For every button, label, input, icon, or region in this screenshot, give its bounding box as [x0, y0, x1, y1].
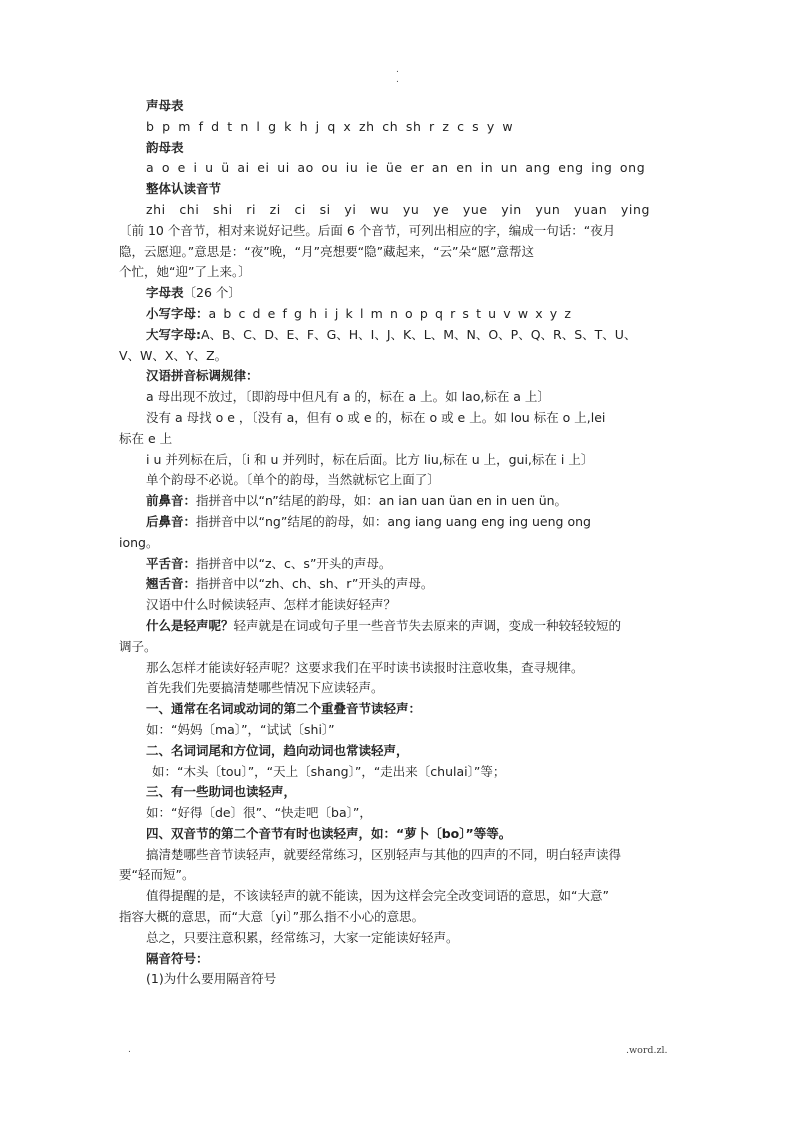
paragraph-line: 如：“妈妈〔ma〕”，“试试〔shi〕”: [146, 721, 335, 737]
paragraph-line: 隐，云愿迎。”意思是：“夜”晚，“月”亮想要“隐”藏起来，“云”朵“愿”意帮这: [119, 243, 534, 259]
heading-whole-syllables: 整体认读音节: [146, 181, 222, 197]
paragraph-line: 要“轻而短”。: [119, 867, 195, 883]
label-flat-tongue: 平舌音：: [146, 555, 197, 571]
neutral-tone-definition: 轻声就是在词或句子里一些音节失去原来的声调，变成一种较轻较短的: [233, 617, 622, 633]
label-uppercase: 大写字母:: [146, 326, 201, 342]
paragraph-line: 总之，只要注意积累，经常练习，大家一定能读好轻声。: [146, 929, 459, 945]
rule-heading-1: 一、通常在名词或动词的第二个重叠音节读轻声：: [146, 701, 422, 717]
label-front-nasal: 前鼻音：: [146, 493, 197, 509]
retroflex-line: [119, 574, 679, 595]
paragraph-line: 如：“好得〔de〕很”、“快走吧〔ba〕”，: [146, 805, 372, 821]
alphabet-heading-line: [119, 283, 679, 304]
paragraph-line: i u 并列标在后，〔i 和 u 并列时，标在后面。比方 liu,标在 u 上，gui,标在 i 上〕: [146, 451, 594, 467]
paragraph-line: (1)为什么要用隔音符号: [146, 971, 277, 987]
header-dot: .: [396, 75, 399, 85]
paragraph-line: 没有 a 母找 o e ，〔没有 a，但有 o 或 e 的，标在 o 或 e 上。如 lou 标在 o 上,lei: [146, 409, 606, 425]
lowercase-letters: a b c d e f g h i j k l m n o p q r s t u v w x y z: [208, 305, 572, 321]
heading-tone-rules: 汉语拼音标调规律：: [146, 368, 259, 384]
footer-left-mark: .: [128, 1045, 131, 1055]
flat-tongue-text: 指拼音中以“z、c、s”开头的声母。: [196, 555, 392, 571]
rule-heading-4: 四、双音节的第二个音节有时也读轻声，如：“萝卜〔bo〕”等等。: [146, 825, 512, 841]
paragraph-line: V、W、X、Y、Z。: [119, 347, 228, 363]
front-nasal-text: 指拼音中以“n”结尾的韵母，如：an ian uan üan en in uen ün。: [196, 493, 568, 509]
paragraph-line: 值得提醒的是，不该读轻声的就不能读，因为这样会完全改变词语的意思，如“大意”: [146, 888, 609, 904]
label-what-is-neutral-tone: 什么是轻声呢？: [146, 617, 234, 633]
paragraph-line: 那么怎样才能读好轻声呢？这要求我们在平时读书读报时注意收集，查寻规律。: [146, 659, 584, 675]
heading-separator-mark: 隔音符号：: [146, 950, 209, 966]
heading-finals: 韵母表: [146, 139, 184, 155]
paragraph-line: 单个韵母不必说。〔单个的韵母，当然就标它上面了〕: [146, 472, 440, 488]
label-lowercase: 小写字母：: [146, 305, 209, 321]
label-retroflex: 翘舌音：: [146, 576, 197, 592]
front-nasal-line: [119, 491, 679, 512]
alphabet-count: 〔26 个〕: [183, 285, 241, 301]
paragraph-line: 汉语中什么时候读轻声、怎样才能读好轻声？: [146, 597, 397, 613]
neutral-tone-definition-line: [119, 616, 679, 637]
back-nasal-line: [119, 512, 679, 533]
paragraph-line: 〔前 10 个音节，相对来说好记些。后面 6 个音节，可列出相应的字，编成一句话：“夜月: [119, 222, 616, 238]
paragraph-line: 指容大概的意思，而“大意〔yi〕”那么指不小心的意思。: [119, 909, 425, 925]
paragraph-line: 搞清楚哪些音节读轻声，就要经常练习，区别轻声与其他的四声的不同，明白轻声读得: [146, 846, 622, 862]
paragraph-line: 如：“木头〔tou〕”，“天上〔shang〕”，“走出来〔chulai〕”等；: [152, 763, 506, 779]
whole-syllables-list: zhi chi shi ri zi ci si yi wu yu ye yue yin yun yuan ying: [146, 201, 651, 217]
back-nasal-text: 指拼音中以“ng”结尾的韵母，如：ang iang uang eng ing ueng ong: [196, 513, 591, 529]
header-dot: .: [396, 65, 399, 75]
rule-heading-2: 二、名词词尾和方位词，趋向动词也常读轻声，: [146, 742, 409, 758]
label-back-nasal: 后鼻音：: [146, 513, 197, 529]
flat-tongue-line: [119, 554, 679, 575]
paragraph-line: a 母出现不放过，〔即韵母中但凡有 a 的，标在 a 上。如 lao,标在 a 上〕: [146, 389, 550, 405]
retroflex-text: 指拼音中以“zh、ch、sh、r”开头的声母。: [196, 576, 434, 592]
paragraph-line: 首先我们先要搞清楚哪些情况下应读轻声。: [146, 680, 384, 696]
uppercase-letters: A、B、C、D、E、F、G、H、I、J、K、L、M、N、O、P、Q、R、S、T、U、: [201, 326, 637, 342]
heading-alphabet: 字母表: [146, 285, 184, 301]
lowercase-line: [119, 304, 679, 325]
paragraph-line: 个忙，她“迎”了上来。〕: [119, 264, 251, 280]
paragraph-line: iong。: [119, 534, 159, 550]
document-body: [119, 96, 679, 990]
heading-initials: 声母表: [146, 98, 184, 113]
paragraph-line: 标在 e 上: [119, 430, 173, 446]
rule-heading-3: 三、有一些助词也读轻声，: [146, 784, 297, 800]
footer-source: .word.zl.: [626, 1045, 668, 1056]
initials-list: b p m f d t n l g k h j q x zh ch sh r z c s y w: [146, 118, 514, 134]
finals-list: a o e i u ü ai ei ui ao ou iu ie üe er an en in un ang eng ing ong: [146, 160, 646, 176]
uppercase-line: [119, 325, 679, 346]
paragraph-line: 调子。: [119, 638, 157, 654]
